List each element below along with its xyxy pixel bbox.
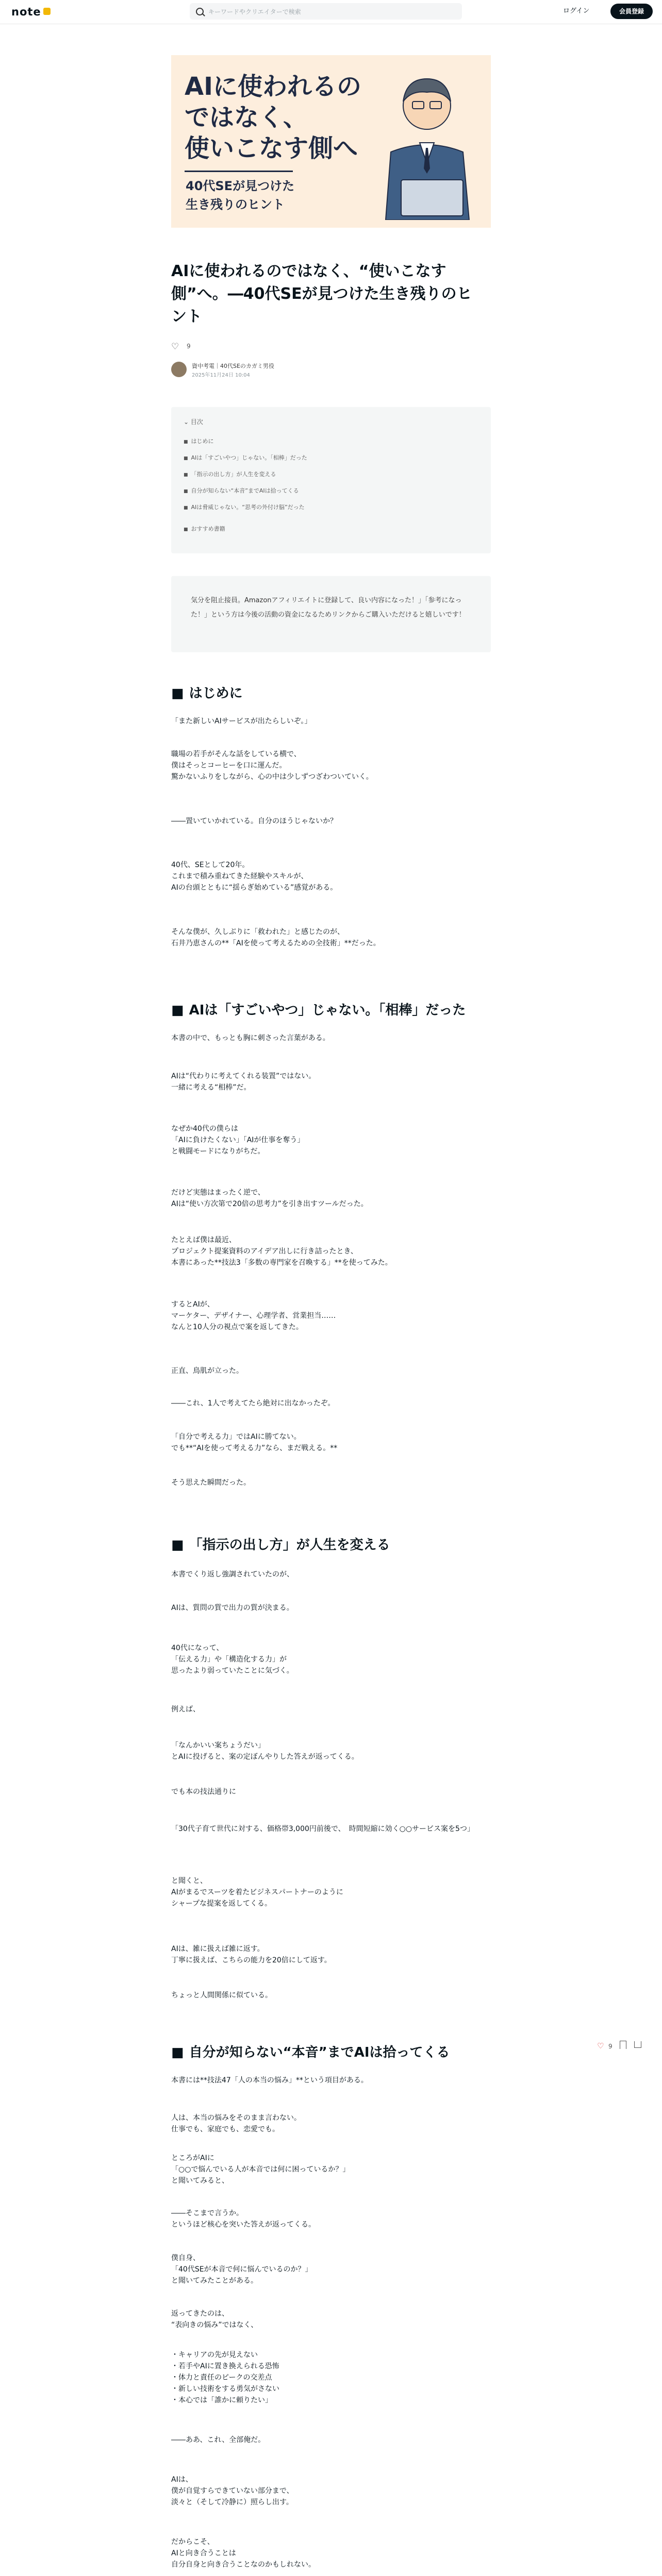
man-with-laptop-illustration <box>370 65 484 220</box>
affiliate-note-text: 気分を阻止接員。Amazonアフィリエイトに登録して、良い内容になった！」「参考になった！」という方は今後の活動の資金になるためリンクからご購入いただけると嬉しいです！ <box>191 597 466 619</box>
paragraph: 本書でくり返し強調されていたのが、 <box>171 1570 294 1579</box>
paragraph: AIは、雑に扱えば雑に返す。 丁寧に扱えば、こちらの能力を20倍にして返す。 <box>171 1945 332 1964</box>
paragraph: するとAIが、 マーケター、デザイナー、心理学者、営業担当…… なんと10人分の視点で案を返してきた。 <box>171 1300 336 1331</box>
hero-image <box>171 55 491 228</box>
section-heading: ■ 「指示の出し方」が人生を変える <box>171 1534 390 1553</box>
table-of-contents <box>171 407 491 553</box>
toc-heading[interactable]: ⌄ 目次 <box>184 418 203 426</box>
like-count: 9 <box>608 2043 613 2050</box>
paragraph: だからこそ、 AIと向き合うことは 自分自身と向き合うことなのかもしれない。 <box>171 2538 316 2569</box>
hero-line: AIに使われるの <box>185 72 362 101</box>
top-header <box>0 0 662 24</box>
paragraph: そう思えた瞬間だった。 <box>171 1479 251 1487</box>
paragraph: 本書の中で、もっとも胸に刺さった言葉がある。 <box>171 1034 330 1042</box>
paragraph: ちょっと人間関係に似ている。 <box>171 1991 272 1999</box>
heart-icon[interactable]: ♡ <box>171 342 179 352</box>
paragraph: 本書には**技法47「人の本当の悩み」**という項目がある。 <box>171 2076 368 2084</box>
hero-divider <box>185 171 293 172</box>
paragraph: なぜか40代の僕らは 「AIに負けたくない」「AIが仕事を奪う」 と戦闘モードになりがちだ。 <box>171 1125 305 1156</box>
paragraph: そんな僕が、久しぶりに「救われた」と感じたのが、 石井乃恵さんの**「AIを使って考えるための全技術」**だった。 <box>171 928 380 947</box>
share-icon[interactable] <box>634 2041 641 2048</box>
paragraph: ――これ、1人で考えてたら絶対に出なかったぞ。 <box>171 1399 335 1408</box>
paragraph: AIは、質問の質で出力の質が決まる。 <box>171 1604 294 1612</box>
paragraph: 「自分で考える力」ではAIに勝てない。 でも**“AIを使って考える力”なら、まだ戦える。** <box>171 1433 338 1452</box>
paragraph: 僕自身、 「40代SEが本音で何に悩んでいるのか？」 と聞いてみたことがある。 <box>171 2254 312 2285</box>
paragraph: 「また新しいAIサービスが出たらしいぞ。」 <box>171 717 312 725</box>
avatar[interactable] <box>171 362 187 377</box>
login-link[interactable]: ログイン <box>563 7 590 15</box>
bookmark-icon[interactable] <box>620 2041 626 2049</box>
author-name[interactable]: 資中考電｜40代SEのカガミ男役 <box>192 363 274 369</box>
paragraph: 40代になって、 「伝える力」や「構造化する力」が 思ったより弱っていたことに気づく。 <box>171 1644 294 1675</box>
like-count: 9 <box>187 343 191 350</box>
paragraph: ――置いていかれている。自分のほうじゃないか？ <box>171 817 337 825</box>
toc-item[interactable]: ■ AIは脅威じゃない。“思考の外付け脳”だった <box>184 503 305 511</box>
hero-line: 使いこなす側へ <box>185 134 358 163</box>
paragraph: 「なんかいい案ちょうだい」 とAIに投げると、案の定ぼんやりした答えが返ってくる。 <box>171 1741 359 1761</box>
paragraph: 人は、本当の悩みをそのまま言わない。 仕事でも、家庭でも、恋愛でも。 <box>171 2114 301 2133</box>
paragraph: ――ああ、これ、全部俺だ。 <box>171 2436 266 2444</box>
paragraph: と聞くと、 AIがまるでスーツを着たビジネスパートナーのように シャープな提案を返してくる。 <box>171 1877 343 1908</box>
paragraph: AIは、 僕が自覚すらできていない部分まで、 淡々と（そして冷静に）照らし出す。 <box>171 2476 294 2506</box>
search-icon <box>196 8 204 15</box>
paragraph: 例えば、 <box>171 1705 200 1714</box>
post-date: 2025年11月24日 10:04 <box>192 372 250 378</box>
section-heading: ■ はじめに <box>171 683 243 702</box>
paragraph: 「30代子育て世代に対する、価格帯3,000円前後で、 時間短縮に効く○○サービス案を5つ」 <box>171 1825 474 1833</box>
paragraph: たとえば僕は最近、 プロジェクト提案資料のアイデア出しに行き詰ったとき、 本書にあった**技法3「多数の専門家を召喚する」**を使ってみた。 <box>171 1236 392 1267</box>
search-bar[interactable] <box>190 3 462 20</box>
hero-subtitle: 生き残りのヒント <box>186 197 285 212</box>
affiliate-note <box>171 576 491 652</box>
toc-item[interactable]: ■ 自分が知らない“本音”までAIは拾ってくる <box>184 486 299 495</box>
paragraph: ・キャリアの先が見えない ・若手やAIに置き換えられる恐怖 ・体力と責任のピークの交差点 ・新しい技術をする勇気がさない ・本心では「誰かに頼りたい」 <box>171 2351 279 2404</box>
toc-item[interactable]: ■ AIは「すごいやつ」じゃない。「相棒」だった <box>184 453 307 462</box>
logo-badge-icon <box>43 8 51 15</box>
section-heading: ■ 自分が知らない“本音”までAIは拾ってくる <box>171 2042 450 2061</box>
paragraph: 返ってきたのは、 “表向きの悩み”ではなく、 <box>171 2310 258 2329</box>
paragraph: ――そこまで言うか。 というほど核心を突いた答えが返ってくる。 <box>171 2209 316 2229</box>
logo-text: note <box>11 6 41 18</box>
paragraph: 正直、鳥肌が立った。 <box>171 1367 243 1375</box>
paragraph: 40代、SEとして20年。 これまで積み重ねてきた経験やスキルが、 AIの台頭とともに“揺らぎ始めている”感覚がある。 <box>171 861 338 892</box>
toc-item[interactable]: ■ おすすめ書籍 <box>184 524 225 533</box>
toc-item[interactable]: ■ はじめに <box>184 437 214 445</box>
toc-heading-label: 目次 <box>190 418 203 426</box>
paragraph: 職場の若手がそんな話をしている横で、 僕はそっとコーヒーを口に運んだ。 驚かないふりをしながら、心の中は少しずつざわついていく。 <box>171 750 373 781</box>
article-title: AIに使われるのではなく、“使いこなす側”へ。―40代SEが見つけた生き残りのヒント <box>171 262 472 326</box>
hero-subtitle: 40代SEが見つけた <box>186 179 295 193</box>
paragraph: だけど実態はまったく逆で、 AIは“使い方次第で20倍の思考力”を引き出すツールだった。 <box>171 1189 368 1208</box>
signup-button[interactable]: 会員登録 <box>610 4 653 19</box>
toc-item[interactable]: ■ 「指示の出し方」が人生を変える <box>184 470 276 478</box>
search-input[interactable]: キーワードやクリエイターで検索 <box>208 8 301 15</box>
heart-icon[interactable]: ♡ <box>597 2041 604 2050</box>
paragraph: ところがAIに 「○○で悩んでいる人が本音では何に困っているか？」 と聞いてみると、 <box>171 2154 350 2185</box>
paragraph: AIは“代わりに考えてくれる装置”ではない。 一緒に考える“相棒”だ。 <box>171 1072 316 1092</box>
hero-line: ではなく、 <box>185 103 308 132</box>
paragraph: でも本の技法通りに <box>171 1788 236 1796</box>
section-heading: ■ AIは「すごいやつ」じゃない。「相棒」だった <box>171 999 466 1019</box>
note-logo[interactable] <box>11 6 51 18</box>
